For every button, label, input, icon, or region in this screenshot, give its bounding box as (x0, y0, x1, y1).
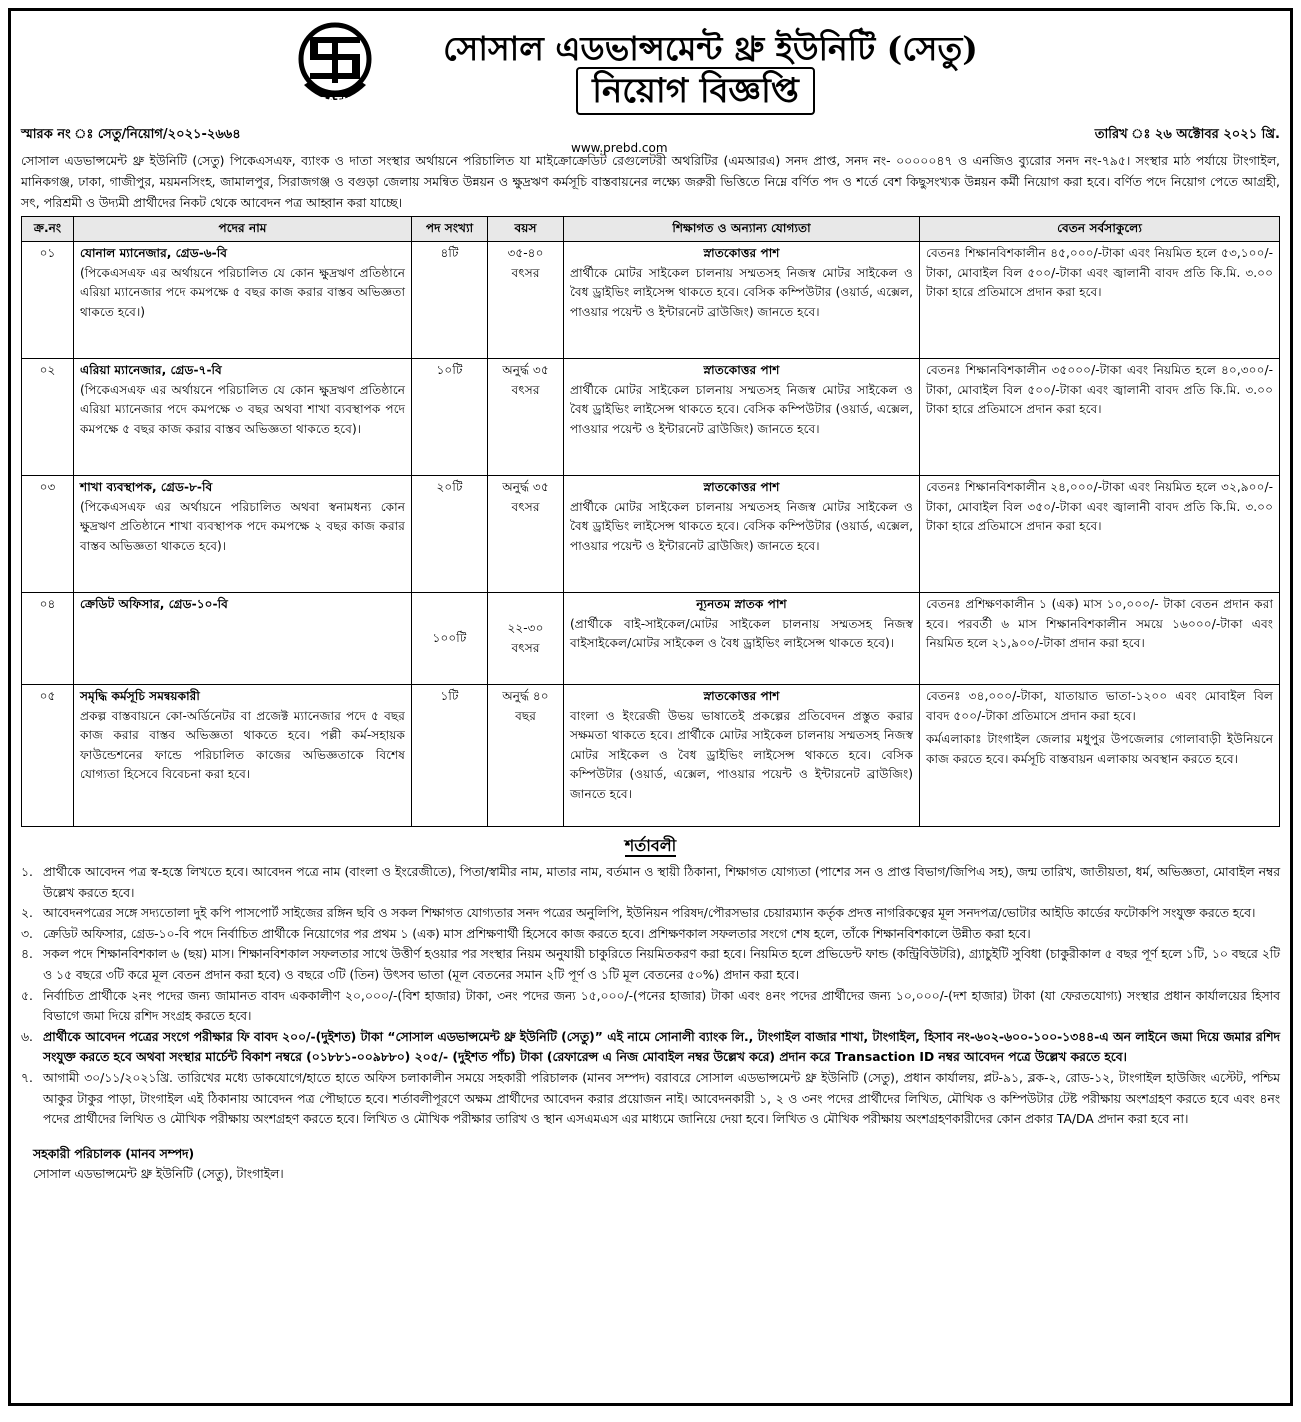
terms-title-wrap (21, 833, 1280, 860)
list-item (21, 903, 1280, 924)
term-number: ৫. (21, 988, 33, 1003)
row-post-cell (74, 242, 412, 359)
post-name: ক্রেডিট অফিসার, গ্রেড-১০-বি (80, 597, 228, 611)
term-text: আগামী ৩০/১১/২০২১খ্রি. তারিখের মধ্যে ডাকযোগে/হাতে হাতে অফিস চলাকালীন সময়ে সহকারী পরিচালক (মানব সম্পদ) বরাবরে সোসাল এডভান্সমেন্ট থ্রু ইউনিটি (সেতু), প্রধান কার্যালয়, প্লট-৯১, ব্লক-২, রোড-১২, টাংগাইল হাউজিং এস্টেট, পশ্চিম আকুর টাকুর পাড়া, টাংগাইল এই ঠিকানায় আবেদন পত্র পৌছাতে হবে। শর্তাবলীপূরণে অক্ষম প্রার্থীদের আবেদন করার প্রয়োজন নাই। আবেদনকারী ১, ২ ও ৩নং পদের প্রার্থীদের লিখিত, মৌখিক ও কম্পিউটার টেষ্ট পরীক্ষায় অংশগ্রহণ করতে হবে এবং ৪নং পদের প্রার্থীদের লিখিত ও মৌখিক পরীক্ষায় অংশগ্রহণ করতে হবে। লিখিত ও মৌখিক পরীক্ষার তারিখ ও স্থান এসএমএস এর মাধ্যমে জানিয়ে দেয়া হবে। লিখিত ও মৌখিক পরীক্ষায় অংশগ্রহণকারীদের কোন প্রকার TA/DA প্রদান করা হবে না। (43, 1070, 1280, 1127)
post-name: এরিয়া ম্যানেজার, গ্রেড-৭-বি (80, 363, 222, 377)
term-number: ৩. (21, 926, 33, 941)
list-item (21, 924, 1280, 945)
term-text: ক্রেডিট অফিসার, গ্রেড-১০-বি পদে নির্বাচিত প্রার্থীকে নিয়োগের পর প্রথম ১ (এক) মাস প্রশিক্ষণার্থী হিসেবে কাজ করতে হবে। প্রশিক্ষণকাল সফলতার সংগে শেষ হলে, তাঁকে শিক্ষানবিশকালে উন্নীত করা হবে। (43, 926, 1031, 941)
term-text: আবেদনপত্রের সঙ্গে সদ্যতোলা দুই কপি পাসপোর্ট সাইজের রঙ্গিন ছবি ও সকল শিক্ষাগত যোগ্যতার সনদ পত্রের অনুলিপি, ইউনিয়ন পরিষদ/পৌরসভার চেয়ারম্যান কর্তৃক প্রদত্ত নাগরিকত্বের মূল সনদপত্র/ভোটার আইডি কার্ডের ফটোকপি সংযুক্ত করতে হবে। (43, 906, 1256, 921)
website-watermark: www.prebd.com (571, 141, 668, 155)
row-serial: ০৪ (22, 593, 74, 685)
age-limit: ৩৫-৪০ বৎসর (488, 242, 564, 359)
memo-number: স্মারক নং ঃ সেতু/নিয়োগ/২০২১-২৬৬৪ (21, 127, 241, 142)
term-number: ২. (21, 906, 33, 921)
terms-list (21, 862, 1280, 1130)
qualification-degree: স্নাতকোত্তর পাশ (703, 246, 780, 260)
notice-title-box (21, 67, 1280, 115)
list-item (21, 944, 1280, 985)
qualification-cell (564, 476, 920, 593)
row-serial: ০৩ (22, 476, 74, 593)
list-item (21, 986, 1280, 1027)
post-name: যোনাল ম্যানেজার, গ্রেড-৬-বি (80, 246, 228, 260)
post-count: ২০টি (412, 476, 488, 593)
vacancy-table (21, 216, 1280, 827)
qualification-cell (564, 359, 920, 476)
work-area: কর্মএলাকাঃ টাংগাইল জেলার মধুপুর উপজেলার গোলাবাড়ী ইউনিয়নে কাজ করতে হবে। কর্মসূচি বাস্তবায়ন এলাকায় অবস্থান করতে হবে। (926, 732, 1273, 766)
term-number: ৭. (21, 1070, 33, 1085)
qualification-degree: স্নাতকোত্তর পাশ (703, 480, 780, 494)
header-qualification: শিক্ষাগত ও অন্যান্য যোগ্যতা (564, 217, 920, 242)
header-salary: বেতন সর্বসাকুল্যে (920, 217, 1280, 242)
post-description: (পিকেএসএফ এর অর্থায়নে পরিচালিত অথবা স্বনামধন্য কোন ক্ষুদ্রঋণ প্রতিষ্ঠানে শাখা ব্যবস্থাপক পদে কমপক্ষে ২ বছর কাজ করার বাস্তব অভিজ্ঞতা থাকতে হবে)। (80, 499, 405, 553)
term-number: ৬. (21, 1029, 33, 1044)
age-limit: ২২-৩০ বৎসর (488, 593, 564, 685)
list-item (21, 1068, 1280, 1130)
term-number: ১. (21, 865, 33, 879)
notice-date: তারিখ ঃ ২৬ অক্টোবর ২০২১ খ্রি. (1094, 127, 1280, 142)
qualification-degree: ন্যূনতম স্নাতক পাশ (696, 597, 787, 611)
logo-text: SATU (318, 95, 352, 108)
job-circular-page (8, 8, 1293, 1406)
qualification-details: (প্রার্থীকে বাই-সাইকেল/মোটর সাইকেল চালনায় সম্মতসহ নিজস্ব বাইসাইকেল/মোটর সাইকেল ও বৈধ ড্রাইভিং লাইসেন্স থাকতে হবে)। (570, 616, 913, 650)
age-limit: অনুর্দ্ধ ৩৫ বৎসর (488, 476, 564, 593)
qualification-cell (564, 242, 920, 359)
post-description: (পিকেএসএফ এর অর্থায়নে পরিচালিত যে কোন ক্ষুদ্রঋণ প্রতিষ্ঠানে এরিয়া ম্যানেজার পদে কমপক্ষে ৩ বছর অথবা শাখা ব্যবস্থাপক পদে কমপক্ষে ৫ বছর কাজ করার বাস্তব অভিজ্ঞতা থাকতে হবে)। (80, 382, 405, 436)
table-header-row (22, 217, 1280, 242)
row-serial: ০১ (22, 242, 74, 359)
header-serial: ক্র.নং (22, 217, 74, 242)
qualification-cell (564, 593, 920, 685)
table-row (22, 476, 1280, 593)
header-post: পদের নাম (74, 217, 412, 242)
signatory-title: সহকারী পরিচালক (মানব সম্পদ) (33, 1146, 195, 1161)
header-age: বয়স (488, 217, 564, 242)
table-row (22, 685, 1280, 827)
signature-block (33, 1144, 1280, 1184)
table-row (22, 242, 1280, 359)
qualification-cell (564, 685, 920, 827)
post-count: ১টি (412, 685, 488, 827)
term-number: ৪. (21, 947, 33, 962)
qualification-details: প্রার্থীকে মোটর সাইকেল চালনায় সম্মতসহ নিজস্ব মোটর সাইকেল ও বৈধ ড্রাইভিং লাইসেন্স থাকতে হবে। বেসিক কম্পিউটার (ওয়ার্ড, এক্সেল, পাওয়ার পয়েন্ট ও ইন্টারনেট ব্রাউজিং) জানতে হবে। (570, 382, 913, 436)
row-serial: ০৫ (22, 685, 74, 827)
table-row (22, 593, 1280, 685)
signatory-org: সোসাল এডভান্সমেন্ট থ্রু ইউনিটি (সেতু), টাংগাইল। (33, 1166, 284, 1181)
qualification-details: বাংলা ও ইংরেজী উভয় ভাষাতেই প্রকল্পের প্রতিবেদন প্রস্তুত করার সক্ষমতা থাকতে হবে। প্রার্থীকে মোটর সাইকেল চালনায় সম্মতসহ নিজস্ব মোটর সাইকেল ও বৈধ ড্রাইভিং লাইসেন্স থাকতে হবে। বেসিক কম্পিউটার (ওয়ার্ড, এক্সেল, পাওয়ার পয়েন্ট ও ইন্টারনেট ব্রাউজিং) জানতে হবে। (570, 708, 913, 801)
term-text: নির্বাচিত প্রার্থীকে ২নং পদের জন্য জামানত বাবদ এককালীণ ২০,০০০/-(বিশ হাজার) টাকা, ৩নং পদের জন্য ১৫,০০০/-(পনের হাজার) টাকা এবং ৪নং পদের প্রার্থীদের জন্য ১০,০০০/-(দশ হাজার) টাকা (যা ফেরতযোগ্য) সংস্থার প্রধান কার্যালয়ের হিসাব বিভাগে জমা দিয়ে রশিদ সংগ্রহ করতে হবে। (43, 988, 1280, 1024)
post-name: শাখা ব্যবস্থাপক, গ্রেড-৮-বি (80, 480, 213, 494)
row-post-cell (74, 685, 412, 827)
post-count: ১০টি (412, 359, 488, 476)
term-text: প্রার্থীকে আবেদন পত্র স্ব-হস্তে লিখতে হবে। আবেদন পত্রে নাম (বাংলা ও ইংরেজীতে), পিতা/স্বামীর নাম, মাতার নাম, বর্তমান ও স্থায়ী ঠিকানা, শিক্ষাগত যোগ্যতা (পাশের সন ও প্রাপ্ত বিভাগ/জিপিএ সহ), জন্ম তারিখ, জাতীয়তা, ধর্ম, অভিজ্ঞতা, মোবাইল নম্বর উল্লেখ করতে হবে। (43, 865, 1280, 900)
post-count: ৪টি (412, 242, 488, 359)
post-count: ১০০টি (412, 593, 488, 685)
list-item (21, 1027, 1280, 1068)
qualification-details: প্রার্থীকে মোটর সাইকেল চালনায় সম্মতসহ নিজস্ব মোটর সাইকেল ও বৈধ ড্রাইভিং লাইসেন্স থাকতে হবে। বেসিক কম্পিউটার (ওয়ার্ড, এক্সেল, পাওয়ার পয়েন্ট ও ইন্টারনেট ব্রাউজিং) জানতে হবে। (570, 499, 913, 553)
qualification-details: প্রার্থীকে মোটর সাইকেল চালনায় সম্মতসহ নিজস্ব মোটর সাইকেল ও বৈধ ড্রাইভিং লাইসেন্স থাকতে হবে। বেসিক কম্পিউটার (ওয়ার্ড, এক্সেল, পাওয়ার পয়েন্ট ও ইন্টারনেট ব্রাউজিং) জানতে হবে। (570, 265, 913, 319)
terms-title: শর্তাবলী (624, 836, 677, 855)
age-limit: অনুর্দ্ধ ৩৫ বৎসর (488, 359, 564, 476)
salary: বেতনঃ প্রশিক্ষণকালীন ১ (এক) মাস ১০,০০০/- টাকা বেতন প্রদান করা হবে। পরবর্তী ৬ মাস শিক্ষানবিশকালীন সময়ে ১৬০০০/-টাকা এবং নিয়মিত হলে ২১,৯০০/-টাকা প্রদান করা হবে। (920, 593, 1280, 685)
post-name: সমৃদ্ধি কর্মসূচি সমন্বয়কারী (80, 689, 200, 703)
salary-cell (920, 685, 1280, 827)
notice-title: নিয়োগ বিজ্ঞপ্তি (576, 67, 815, 115)
post-description: (পিকেএসএফ এর অর্থায়নে পরিচালিত যে কোন ক্ষুদ্রঋণ প্রতিষ্ঠানে এরিয়া ম্যানেজার পদে কমপক্ষে ৫ বছর কাজ করার বাস্তব অভিজ্ঞতা থাকতে হবে।) (80, 265, 405, 319)
header-count: পদ সংখ্যা (412, 217, 488, 242)
salary: বেতনঃ শিক্ষানবিশকালীন ৪৫,০০০/-টাকা এবং নিয়মিত হলে ৫৩,১০০/- টাকা, মোবাইল বিল ৫০০/-টাকা এবং জ্বালানী বাবদ প্রতি কি.মি. ৩.০০ টাকা হারে প্রতিমাসে প্রদান করা হবে। (920, 242, 1280, 359)
salary: বেতনঃ ৩৪,০০০/-টাকা, যাতায়াত ভাতা-১২০০ এবং মোবাইল বিল বাবদ ৫০০/-টাকা প্রতিমাসে প্রদান করা হবে। (926, 689, 1273, 723)
list-item (21, 862, 1280, 903)
header (21, 17, 1280, 117)
row-serial: ০২ (22, 359, 74, 476)
org-name: সোসাল এডভান্সমেন্ট থ্রু ইউনিটি (সেতু) (443, 29, 978, 68)
post-description: প্রকল্প বাস্তবায়নে কো-অর্ডিনেটর বা প্রজেক্ট ম্যানেজার পদে ৫ বছর কাজ করার বাস্তব অভিজ্ঞতা থাকতে হবে। পল্লী কর্ম-সহায়ক ফাউন্ডেশনের ফান্ডে পরিচালিত কাজের অভিজ্ঞতাকে বিশেষ যোগ্যতা হিসেবে বিবেচনা করা হবে। (80, 708, 405, 781)
qualification-degree: স্নাতকোত্তর পাশ (703, 363, 780, 377)
age-limit: অনুর্দ্ধ ৪০ বছর (488, 685, 564, 827)
row-post-cell (74, 359, 412, 476)
term-text: প্রার্থীকে আবেদন পত্রের সংগে পরীক্ষার ফি বাবদ ২০০/-(দুইশত) টাকা “সোসাল এডভান্সমেন্ট থ্রু ইউনিটি (সেতু)” এই নামে সোনালী ব্যাংক লি., টাংগাইল বাজার শাখা, টাংগাইল, হিসাব নং-৬০২-৬০০-১০০-১৩৪৪-এ অন লাইনে জমা দিয়ে জমার রশিদ সংযুক্ত করতে হবে অথবা সংস্থার মার্চেন্ট বিকাশ নম্বরে (০১৮৮১-০০৯৮৮০) ২০৫/- (দুইশত পাঁচ) টাকা (রেফারেন্স এ নিজ মোবাইল নম্বর উল্লেখ করে) প্রদান করে Transaction ID নম্বর আবেদন পত্রে উল্লেখ করতে হবে। (43, 1029, 1280, 1065)
term-text: সকল পদে শিক্ষানবিশকাল ৬ (ছয়) মাস। শিক্ষানবিশকাল সফলতার সাথে উত্তীর্ণ হওয়ার পর সংস্থার নিয়ম অনুযায়ী চাকুরিতে নিয়মিতকরণ করা হবে। নিয়মিত হলে প্রভিডেন্ট ফান্ড (কন্ট্রিবিউটরি), গ্র্যাচুইটি সুবিধা (চাকুরীকাল ৫ বছর পূর্ণ হলে ১টি, ১০ বছরে ২টি ও ১৫ বছরে ৩টি করে মূল বেতন প্রদান করা হবে) ও বছরে ৩টি (তিন) উৎসব ভাতা (মূল বেতনের সমান ২টি পূর্ণ ও ১টি মূল বেতনের ৫০%) প্রদান করা হবে। (43, 947, 1280, 982)
salary: বেতনঃ শিক্ষানবিশকালীন ৩৫০০০/-টাকা এবং নিয়মিত হলে ৪০,৩০০/- টাকা, মোবাইল বিল ৫০০/-টাকা এবং জ্বালানী বাবদ প্রতি কি.মি. ৩.০০ টাকা হারে প্রতিমাসে প্রদান করা হবে। (920, 359, 1280, 476)
row-post-cell (74, 593, 412, 685)
qualification-degree: স্নাতকোত্তর পাশ (703, 689, 780, 703)
table-row (22, 359, 1280, 476)
intro-paragraph: সোসাল এডভান্সমেন্ট থ্রু ইউনিটি (সেতু) পিকেএসএফ, ব্যাংক ও দাতা সংস্থার অর্থায়নে পরিচালিত যা মাইক্রোক্রেডিট রেগুলেটরী অথরিটির (এমআরএ) সনদ প্রাপ্ত, সনদ নং- ০০০০০৪৭ ও এনজিও ব্যুরোর সনদ নং-৭৯৫। সংস্থার মাঠ পর্যায়ে টাংগাইল, মানিকগঞ্জ, ঢাকা, গাজীপুর, ময়মনসিংহ, জামালপুর, সিরাজগঞ্জ ও বগুড়া জেলায় সমন্বিত উন্নয়ন ও ক্ষুদ্রঋণ কর্মসূচি বাস্তবায়নের লক্ষ্যে জরুরী ভিত্তিতে নিম্নে বর্ণিত পদ ও শর্তে বেশ কিছুসংখ্যক উন্নয়ন কর্মী নিয়োগ করা হবে। বর্ণিত পদে নিয়োগ পেতে আগ্রহী, সৎ, পরিশ্রমী ও উদ্যমী প্রার্থীদের নিকট থেকে আবেদন পত্র আহ্বান করা যাচ্ছে। (21, 153, 1280, 210)
row-post-cell (74, 476, 412, 593)
salary: বেতনঃ শিক্ষানবিশকালীন ২৪,০০০/-টাকা এবং নিয়মিত হলে ৩২,৯০০/- টাকা, মোবাইল বিল ৩৫০/-টাকা এবং জ্বালানী বাবদ প্রতি কি.মি. ৩.০০ টাকা হারে প্রতিমাসে প্রদান করা হবে। (920, 476, 1280, 593)
